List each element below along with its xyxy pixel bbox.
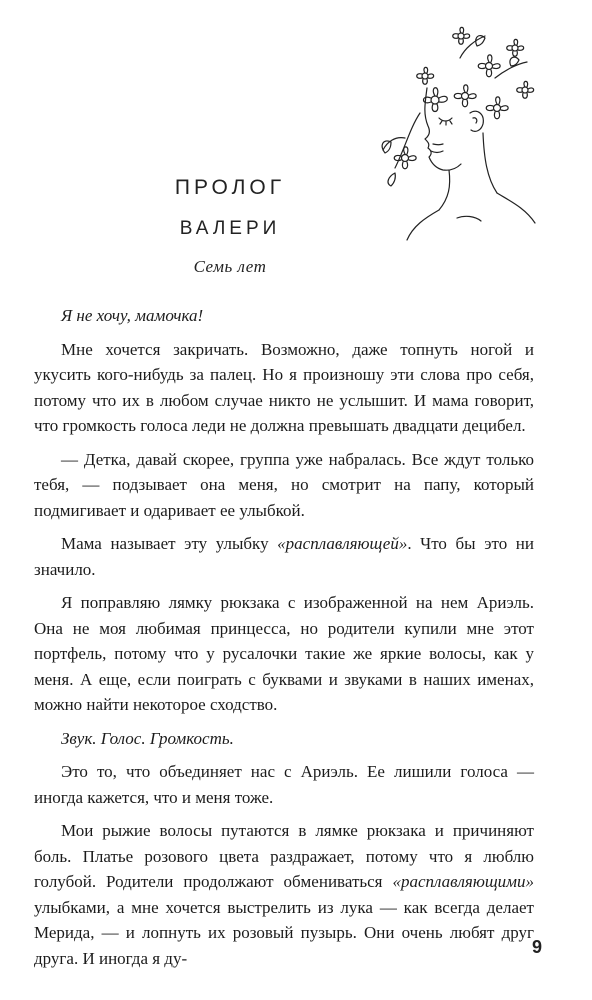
text-span: Мои рыжие волосы путаются в лямке рюкзака и причиняют боль. Платье розового цвета раздражает, потому что я люблю голубой. Родители продолжают обмениваться xyxy=(34,821,534,891)
paragraph xyxy=(34,531,534,582)
italic-span: «расплавляющими» xyxy=(392,872,534,891)
paragraph: Звук. Голос. Громкость. xyxy=(61,728,234,748)
text-span: . Что бы это ни значило. xyxy=(34,534,534,579)
paragraph xyxy=(34,818,534,971)
text-span: улыбками, а мне хочется выстрелить из лука — как всегда делает Мерида, — и лопнуть их розовый пузырь. Они очень любят друг друга. И иногда я ду- xyxy=(34,897,534,968)
page-number: 9 xyxy=(531,937,542,957)
text-span: Мама называет эту улыбку xyxy=(61,534,278,553)
body-text xyxy=(34,303,534,979)
chapter-title: ПРОЛОГ xyxy=(174,176,286,199)
character-name: ВАЛЕРИ xyxy=(179,218,281,239)
paragraph: Это то, что объединяет нас с Ариэль. Ее лишили голоса — иногда кажется, что и меня тоже. xyxy=(34,762,534,807)
paragraph: — Детка, давай скорее, группа уже набралась. Все ждут только тебя, — подзывает она меня, но смотрит на папу, который подмигивает и одаривает ее улыбкой. xyxy=(34,449,534,520)
paragraph: Я поправляю лямку рюкзака с изображенной на нем Ариэль. Она не моя любимая принцесса, но родители купили мне этот портфель, потому что у русалочки такие же яркие волосы, как у меня. А еще, если поиграть с буквами и звуками в наших именах, можно найти некоторое сходство. xyxy=(34,593,534,714)
chapter-subtitle: Семь лет xyxy=(193,257,267,276)
italic-span: «расплавляющей» xyxy=(277,534,408,553)
paragraph: Я не хочу, мамочка! xyxy=(61,306,204,325)
paragraph: Мне хочется закричать. Возможно, даже топнуть ногой и укусить кого-нибудь за палец. Но я произношу эти слова про себя, потому что их в любом случае никто не услышит. И мама говорит, что громкость голоса леди не должна превышать двадцати децибел. xyxy=(34,339,534,435)
